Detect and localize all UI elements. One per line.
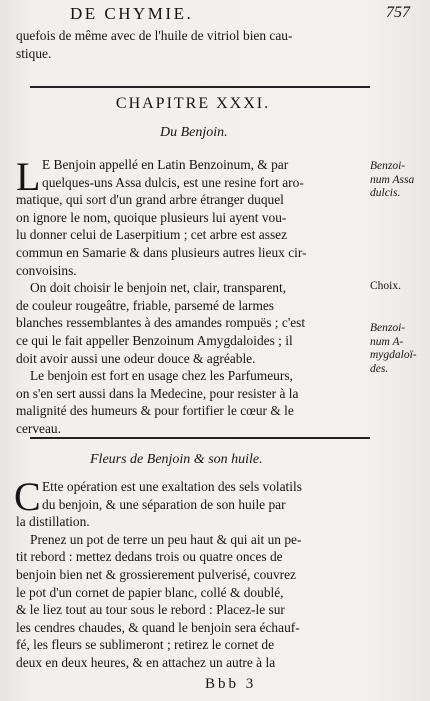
text-line: Prenez un pot de terre un peu haut & qui ait un pe- xyxy=(30,531,302,547)
margin-line: des. xyxy=(370,362,389,375)
carryover-text xyxy=(16,27,366,62)
section-subtitle: Fleurs de Benjoin & son huile. xyxy=(90,452,263,467)
signature-mark: Bbb 3 xyxy=(205,676,257,692)
margin-note-benzoinum xyxy=(370,160,428,201)
margin-note-amygdaloides xyxy=(370,322,428,376)
text-line: On doit choisir le benjoin net, clair, transparent, xyxy=(30,280,287,296)
text-line: malignité des humeurs & pour fortifier le cœur & le xyxy=(16,403,294,419)
margin-line: num A- xyxy=(370,335,404,348)
text-line: & le liez tout au tour sous le rebord : Placez-le sur xyxy=(16,602,285,618)
section-rule xyxy=(30,437,370,439)
text-line: blanches ressemblantes à des amandes rompuës ; c'est xyxy=(16,315,306,331)
text-line: la distillation. xyxy=(16,514,90,530)
text-line: on s'en sert aussi dans la Medecine, pour resister à la xyxy=(16,385,299,401)
margin-line: num Assa xyxy=(370,173,415,186)
text-line: convoisins. xyxy=(16,262,77,278)
chapter-paragraph-1 xyxy=(16,156,366,438)
text-line: quelques-uns Assa dulcis, est une resine fort aro- xyxy=(42,174,304,190)
margin-line: dulcis. xyxy=(370,187,401,199)
text-line: du benjoin, & une séparation de son huile par xyxy=(42,496,286,512)
text-line: Ette opération est une exaltation des sels volatils xyxy=(42,479,302,494)
margin-note-choix xyxy=(370,280,428,294)
text-line: tit rebord : mettez dedans trois ou quatre onces de xyxy=(16,549,283,565)
margin-line: Benzoi- xyxy=(370,160,406,172)
text-line: cerveau. xyxy=(16,420,61,436)
chapter-title: CHAPITRE XXXI. xyxy=(115,95,271,112)
text-line: stique. xyxy=(16,45,52,61)
text-line: lu donner celui de Laserpitium ; cet arbre est assez xyxy=(16,227,288,243)
text-line: E Benjoin appellé en Latin Benzoinum, & par xyxy=(42,157,289,172)
text-line: matique, qui sort d'un grand arbre étranger duquel xyxy=(16,192,284,208)
text-line: Le benjoin est fort en usage chez les Parfumeurs, xyxy=(30,368,293,384)
text-line: doit avoir aussi une odeur douce & agréable. xyxy=(16,350,256,366)
text-line: on ignore le nom, quoique plusieurs lui ayent vou- xyxy=(16,209,287,225)
text-line: ce qui le fait appeller Benzoinum Amygdaloides ; il xyxy=(16,332,293,348)
text-line: quefois de même avec de l'huile de vitriol bien cau- xyxy=(16,28,293,43)
running-head: DE CHYMIE. xyxy=(70,4,194,23)
margin-line: Benzoi- xyxy=(370,322,406,334)
chapter-rule xyxy=(30,86,370,88)
drop-cap-C: C xyxy=(14,474,41,519)
text-line: les cendres chaudes, & quand le benjoin sera échauf- xyxy=(16,619,300,635)
drop-cap-L: L xyxy=(16,154,41,199)
section-paragraphs xyxy=(14,474,366,672)
margin-line: Choix. xyxy=(370,280,401,292)
text-line: deux en deux heures, & en attachez un autre à la xyxy=(16,654,276,670)
margin-line: mygdaloï- xyxy=(370,349,417,361)
text-line: commun en Samarie & dans plusieurs autres lieux cir- xyxy=(16,244,307,260)
text-line: le pot d'un cornet de papier blanc, collé & doublé, xyxy=(16,584,284,600)
text-line: de couleur rougeâtre, friable, parsemé de larmes xyxy=(16,297,275,313)
chapter-subtitle: Du Benjoin. xyxy=(160,125,228,140)
page-number: 757 xyxy=(386,4,410,21)
text-line: fé, les fleurs se sublimeront ; retirez le cornet de xyxy=(16,637,275,653)
text-line: benjoin bien net & grossierement pulverisé, couvrez xyxy=(16,566,297,582)
